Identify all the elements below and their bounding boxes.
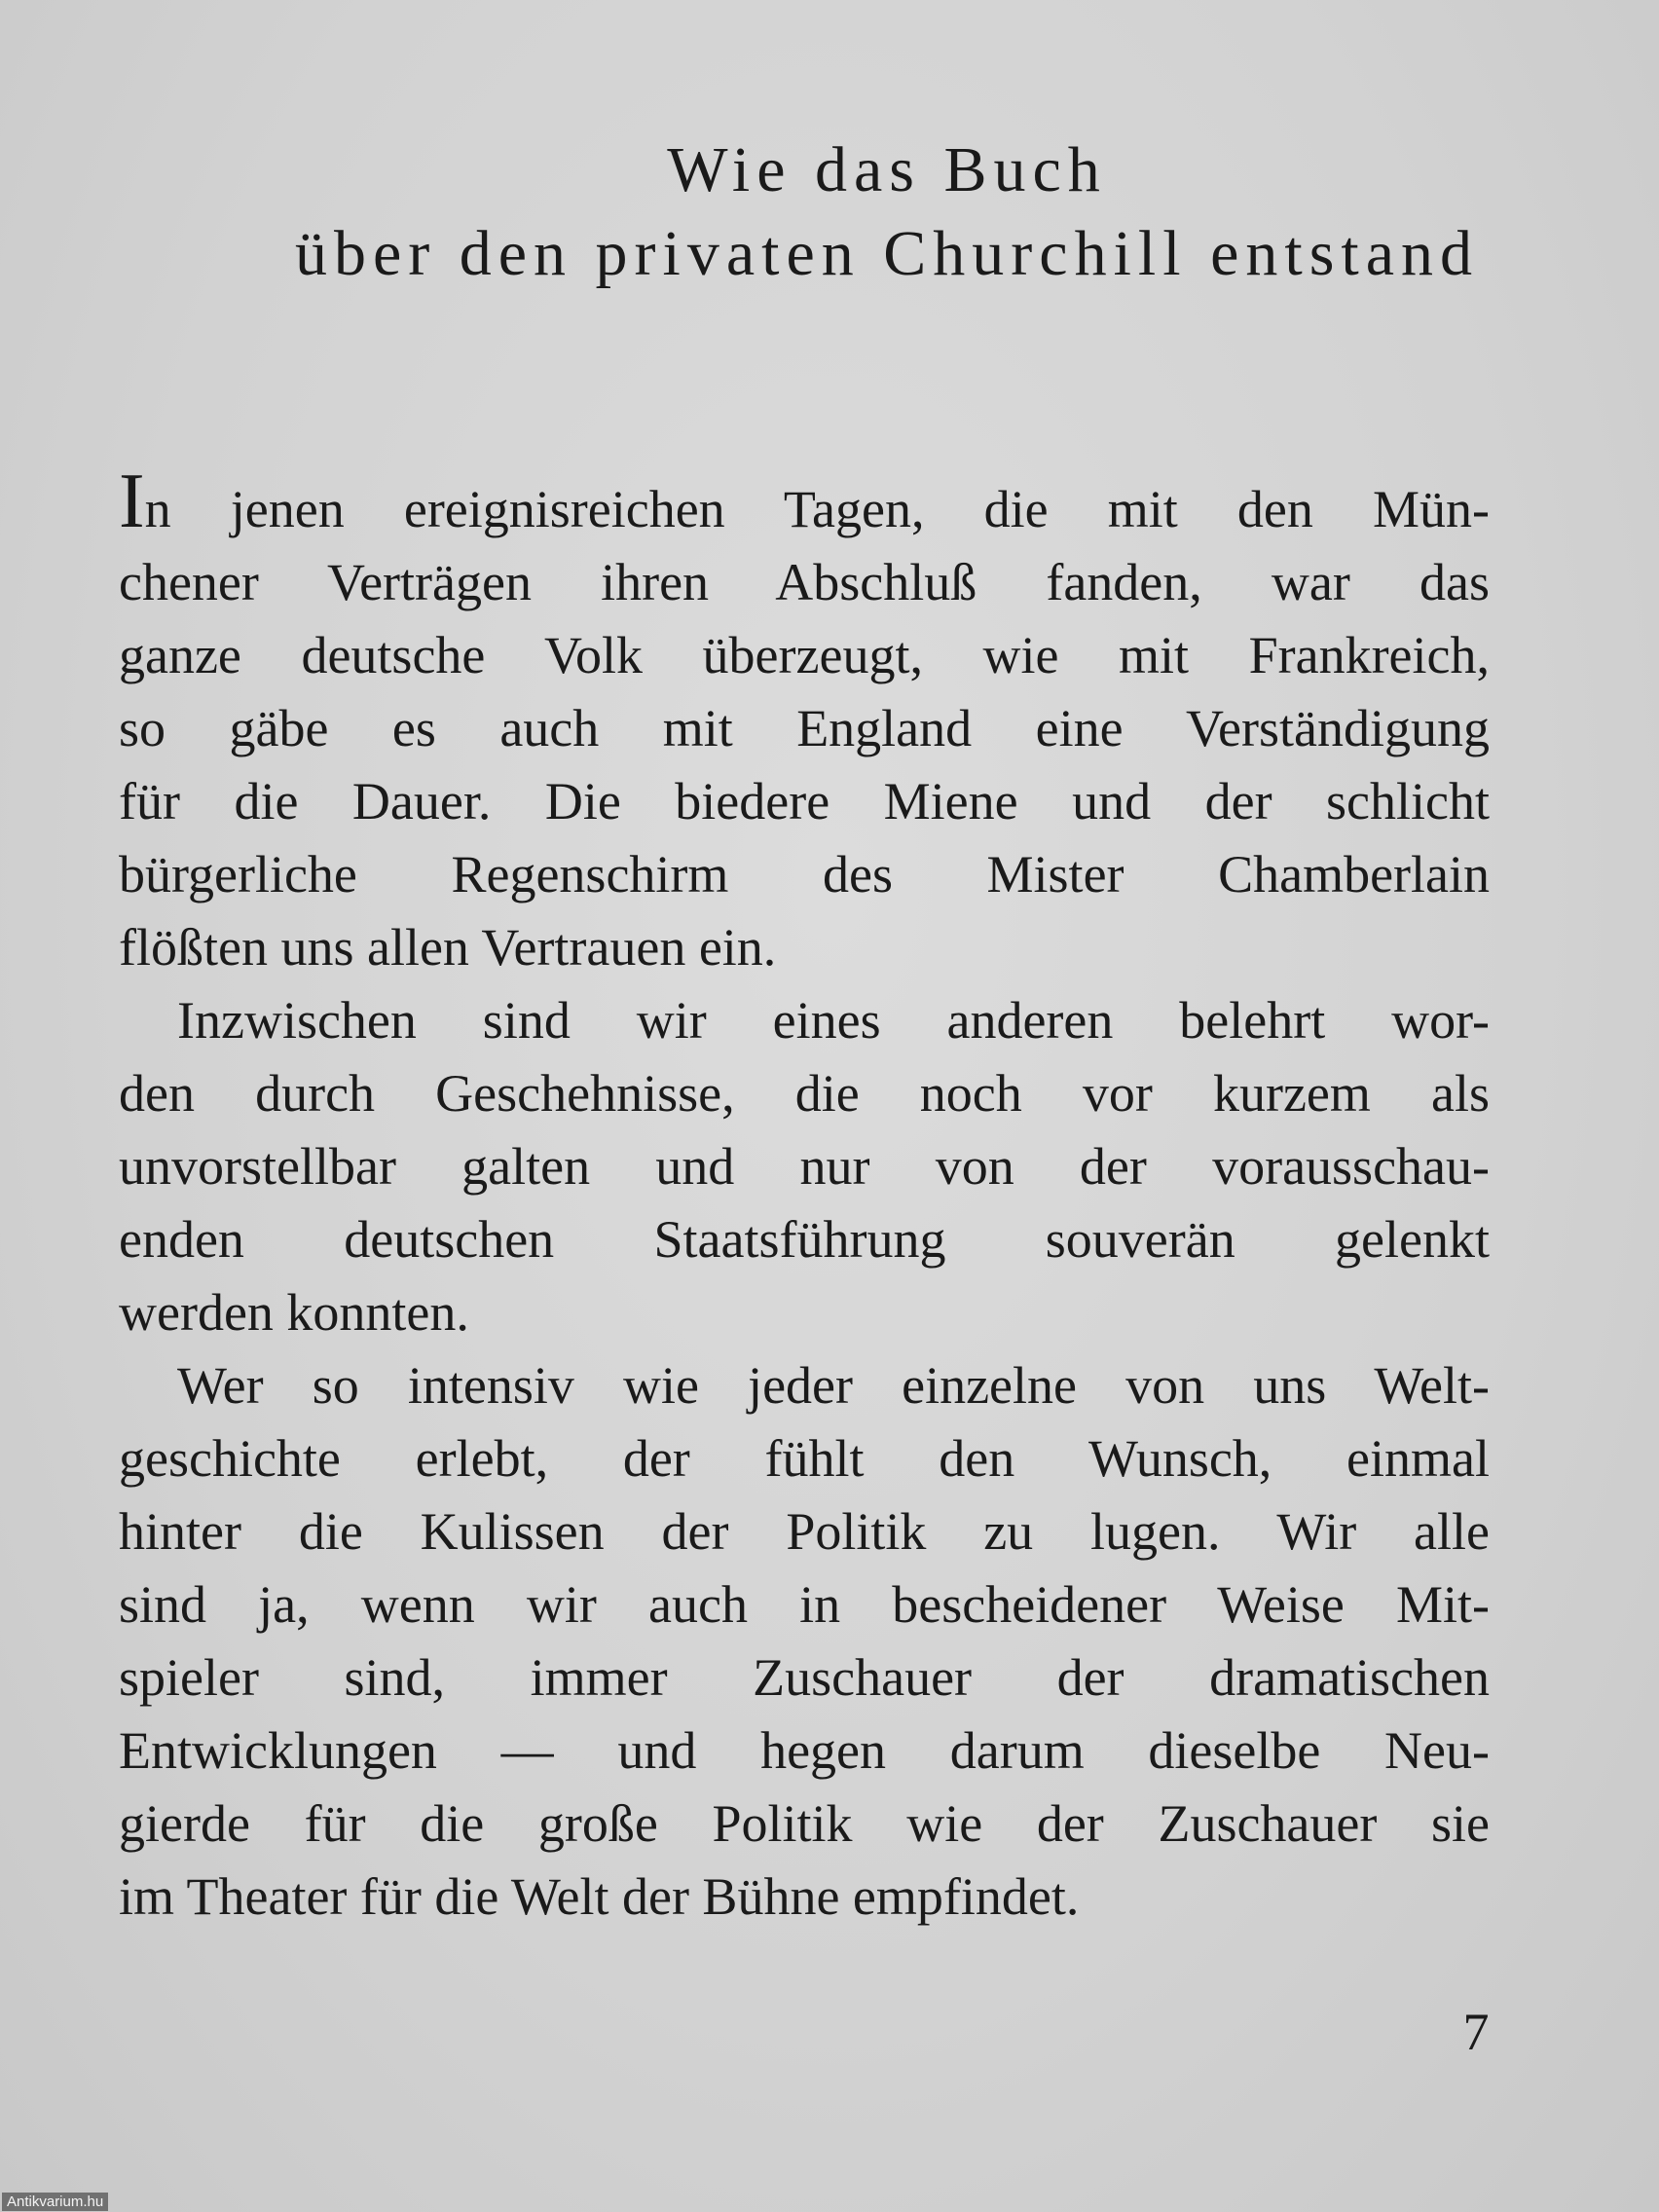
text-line: bürgerliche Regenschirm des Mister Chamberlain bbox=[119, 845, 1490, 903]
text-line: Entwicklungen — und hegen darum dieselbe Neu- bbox=[119, 1721, 1490, 1780]
page-number: 7 bbox=[1462, 2003, 1490, 2061]
paragraph-3 bbox=[119, 1349, 1490, 1934]
drop-cap: I bbox=[119, 459, 145, 544]
text-line: für die Dauer. Die biedere Miene und der schlicht bbox=[119, 772, 1490, 830]
text-line: Inzwischen sind wir eines anderen belehrt wor- bbox=[177, 991, 1490, 1050]
text-line: Wer so intensiv wie jeder einzelne von uns Welt- bbox=[177, 1356, 1490, 1415]
paragraph-2 bbox=[119, 984, 1490, 1349]
paragraph-1 bbox=[119, 459, 1490, 984]
text-line: geschichte erlebt, der fühlt den Wunsch, einmal bbox=[119, 1429, 1490, 1488]
watermark: Antikvarium.hu bbox=[2, 2193, 108, 2211]
text-line: im Theater für die Welt der Bühne empfindet. bbox=[119, 1867, 1080, 1926]
text-line: spieler sind, immer Zuschauer der dramatischen bbox=[119, 1648, 1490, 1707]
text-line: gierde für die große Politik wie der Zuschauer sie bbox=[119, 1794, 1490, 1853]
text-line: hinter die Kulissen der Politik zu lugen. Wir alle bbox=[119, 1502, 1490, 1561]
text-line: unvorstellbar galten und nur von der vorausschau- bbox=[119, 1137, 1490, 1196]
text-line: werden konnten. bbox=[119, 1283, 469, 1342]
text-line: so gäbe es auch mit England eine Verständigung bbox=[119, 699, 1490, 757]
text-line: flößten uns allen Vertrauen ein. bbox=[119, 918, 777, 977]
text-line: In jenen ereignisreichen Tagen, die mit den Mün- bbox=[119, 459, 1490, 544]
text-line: ganze deutsche Volk überzeugt, wie mit Frankreich, bbox=[119, 626, 1490, 684]
text-line: chener Verträgen ihren Abschluß fanden, war das bbox=[119, 553, 1490, 611]
text-line: den durch Geschehnisse, die noch vor kurzem als bbox=[119, 1064, 1490, 1123]
chapter-title-line-1: Wie das Buch bbox=[667, 134, 1107, 205]
chapter-title-line-2: über den privaten Churchill entstand bbox=[294, 218, 1480, 289]
body-text bbox=[119, 459, 1490, 1934]
text-line: enden deutschen Staatsführung souverän gelenkt bbox=[119, 1210, 1490, 1269]
text-line: sind ja, wenn wir auch in bescheidener Weise Mit- bbox=[119, 1575, 1490, 1634]
